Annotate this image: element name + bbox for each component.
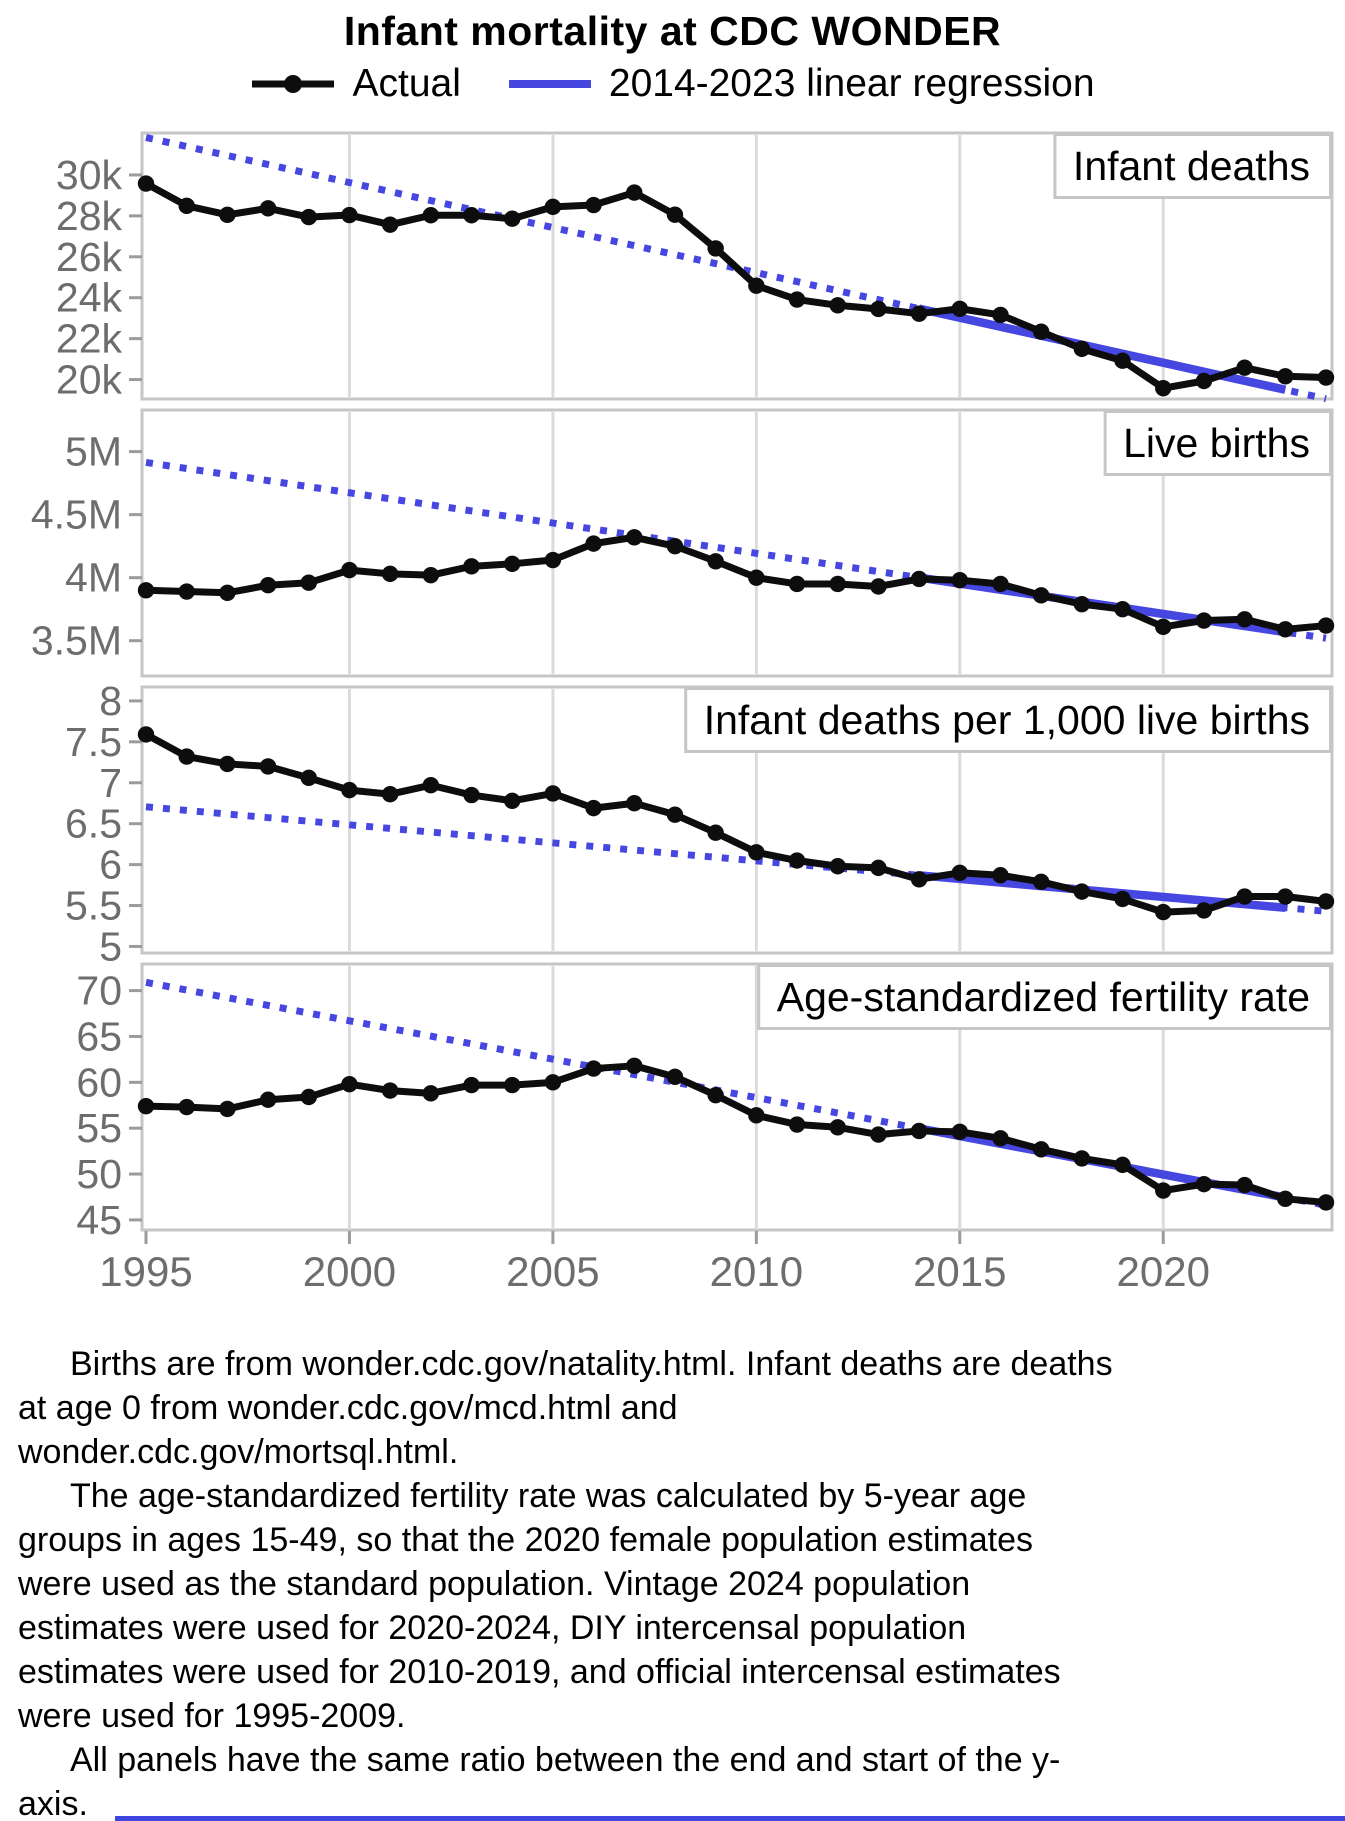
data-point: [138, 175, 154, 191]
y-tick-label: 20k: [55, 356, 122, 403]
data-point: [707, 553, 723, 569]
chart-legend: [0, 62, 1345, 106]
data-point: [911, 571, 927, 587]
data-point: [952, 865, 968, 881]
data-point: [178, 748, 194, 764]
chart-title: Infant mortality at CDC WONDER: [343, 8, 1002, 54]
data-point: [260, 200, 276, 216]
data-point: [260, 1092, 276, 1108]
data-point: [260, 577, 276, 593]
y-tick-label: 65: [76, 1013, 122, 1060]
data-point: [178, 1099, 194, 1115]
x-tick-label: 2010: [709, 1248, 804, 1295]
data-point: [1236, 611, 1252, 627]
data-point: [219, 756, 235, 772]
data-point: [301, 770, 317, 786]
y-tick-label: 5.5: [65, 882, 122, 929]
x-tick-label: 2015: [913, 1248, 1007, 1295]
data-point: [667, 806, 683, 822]
y-tick-label: 55: [76, 1105, 122, 1152]
data-point: [870, 1126, 886, 1142]
y-tick-label: 60: [76, 1059, 122, 1106]
y-tick-label: 6.5: [65, 800, 122, 847]
data-point: [219, 207, 235, 223]
data-point: [1033, 587, 1049, 603]
footnote-axis-ratio: All panels have the same ratio between the end and start of the y-axis.: [18, 1741, 1061, 1821]
actual-series-swatch: [250, 72, 336, 96]
data-point: [423, 1085, 439, 1101]
data-point: [463, 207, 479, 223]
data-point: [1277, 1191, 1293, 1207]
y-tick-label: 50: [76, 1151, 122, 1198]
y-tick-label: 4.5M: [30, 491, 122, 538]
data-point: [1277, 621, 1293, 637]
data-point: [1114, 891, 1130, 907]
data-point: [382, 786, 398, 802]
y-tick-label: 30k: [55, 151, 122, 198]
y-tick-label: 5: [99, 923, 122, 970]
data-point: [1318, 893, 1334, 909]
data-point: [585, 535, 601, 551]
data-point: [1236, 888, 1252, 904]
data-point: [1033, 1141, 1049, 1157]
data-point: [626, 1058, 642, 1074]
data-point: [911, 871, 927, 887]
data-point: [341, 1076, 357, 1092]
data-point: [992, 867, 1008, 883]
y-tick-label: 26k: [55, 233, 122, 280]
data-point: [1236, 1177, 1252, 1193]
data-point: [748, 569, 764, 585]
data-point: [1033, 323, 1049, 339]
y-tick-label: 4M: [65, 554, 122, 601]
data-point: [830, 1119, 846, 1135]
data-point: [952, 1124, 968, 1140]
data-point: [504, 211, 520, 227]
data-point: [585, 800, 601, 816]
data-point: [626, 529, 642, 545]
data-point: [260, 758, 276, 774]
data-point: [1155, 904, 1171, 920]
panel-title: Infant deaths: [1072, 143, 1310, 189]
data-point: [1074, 1150, 1090, 1166]
data-point: [1074, 596, 1090, 612]
data-point: [1196, 373, 1212, 389]
data-point: [504, 793, 520, 809]
x-tick-label: 2020: [1116, 1248, 1210, 1295]
data-point: [667, 206, 683, 222]
data-point: [463, 787, 479, 803]
data-point: [545, 199, 561, 215]
data-point: [1155, 380, 1171, 396]
data-point: [138, 1098, 154, 1114]
legend-item-regression: [507, 62, 1095, 106]
data-point: [301, 575, 317, 591]
y-tick-label: 7: [99, 759, 122, 806]
y-tick-label: 22k: [55, 315, 122, 362]
data-point: [1074, 341, 1090, 357]
data-point: [545, 552, 561, 568]
data-point: [178, 583, 194, 599]
data-point: [830, 576, 846, 592]
data-point: [341, 782, 357, 798]
data-point: [1318, 1194, 1334, 1210]
data-point: [1318, 369, 1334, 385]
data-point: [382, 1082, 398, 1098]
data-point: [1196, 1176, 1212, 1192]
data-point: [667, 538, 683, 554]
data-point: [382, 216, 398, 232]
data-point: [626, 184, 642, 200]
data-point: [463, 558, 479, 574]
y-tick-label: 70: [76, 967, 122, 1014]
footnotes: [18, 1342, 1113, 1821]
chart-panels: [0, 110, 1345, 1320]
data-point: [992, 576, 1008, 592]
x-tick-label: 1995: [99, 1248, 193, 1295]
footnote-method: The age-standardized fertility rate was calculated by 5-year age groups in ages 15-49, so that the 2020 female population estimates were used as the standard population. Vintage 2024 population estimates were used for 2020-2024, DIY intercensal population estimates were used for 2010-2019, and official intercensal estimates were used for 1995-2009.: [18, 1477, 1061, 1735]
data-point: [789, 291, 805, 307]
panel-title: Age-standardized fertility rate: [776, 974, 1310, 1020]
data-point: [585, 197, 601, 213]
data-point: [423, 567, 439, 583]
data-point: [545, 1074, 561, 1090]
panel-title: Infant deaths per 1,000 live births: [703, 697, 1310, 743]
y-tick-label: 45: [76, 1196, 122, 1243]
data-point: [870, 860, 886, 876]
data-point: [1155, 1182, 1171, 1198]
data-point: [1277, 888, 1293, 904]
panel-infant-deaths: [56, 133, 1334, 403]
data-point: [992, 1130, 1008, 1146]
data-point: [341, 207, 357, 223]
data-point: [504, 556, 520, 572]
panel-infant-mortality-rate: [65, 678, 1334, 970]
data-point: [1196, 612, 1212, 628]
y-tick-label: 5M: [65, 428, 122, 475]
data-point: [789, 1116, 805, 1132]
panel-fertility-rate: [76, 964, 1334, 1243]
data-point: [789, 576, 805, 592]
y-tick-label: 8: [99, 677, 122, 724]
data-point: [178, 198, 194, 214]
y-tick-label: 28k: [55, 192, 122, 239]
regression-series-swatch: [507, 72, 593, 96]
data-point: [301, 1089, 317, 1105]
data-point: [911, 305, 927, 321]
panel-title: Live births: [1123, 420, 1310, 466]
legend-regression-label: 2014-2023 linear regression: [608, 62, 1095, 105]
data-point: [870, 578, 886, 594]
data-point: [952, 301, 968, 317]
y-tick-label: 24k: [55, 274, 122, 321]
data-point: [1236, 359, 1252, 375]
data-point: [1074, 883, 1090, 899]
data-point: [626, 795, 642, 811]
data-point: [952, 572, 968, 588]
y-tick-label: 3.5M: [30, 617, 122, 664]
data-point: [1114, 601, 1130, 617]
data-point: [1114, 1157, 1130, 1173]
data-point: [1318, 617, 1334, 633]
data-point: [667, 1069, 683, 1085]
data-point: [830, 858, 846, 874]
data-point: [219, 585, 235, 601]
data-point: [1114, 353, 1130, 369]
footnote-sources: Births are from wonder.cdc.gov/natality.html. Infant deaths are deaths at age 0 from wonder.cdc.gov/mcd.html and wonder.cdc.gov/mortsql.html.: [18, 1345, 1113, 1471]
data-point: [992, 307, 1008, 323]
bottom-blue-bar: [115, 1816, 1345, 1821]
data-point: [789, 852, 805, 868]
y-tick-label: 7.5: [65, 718, 122, 765]
data-point: [1033, 874, 1049, 890]
data-point: [545, 785, 561, 801]
data-point: [423, 777, 439, 793]
data-point: [911, 1123, 927, 1139]
data-point: [830, 297, 846, 313]
data-point: [748, 1107, 764, 1123]
data-point: [748, 844, 764, 860]
data-point: [382, 566, 398, 582]
x-tick-label: 2005: [506, 1248, 600, 1295]
data-point: [138, 726, 154, 742]
x-axis: [99, 1231, 1210, 1295]
data-point: [138, 582, 154, 598]
data-point: [707, 1087, 723, 1103]
legend-item-actual: [250, 62, 460, 106]
data-point: [707, 240, 723, 256]
data-point: [219, 1101, 235, 1117]
data-point: [341, 562, 357, 578]
panel-live-births: [31, 410, 1334, 676]
data-point: [1196, 902, 1212, 918]
data-point: [707, 824, 723, 840]
legend-actual-label: Actual: [352, 62, 461, 105]
x-tick-label: 2000: [302, 1248, 397, 1295]
y-tick-label: 6: [99, 841, 122, 888]
data-point: [748, 277, 764, 293]
data-point: [301, 209, 317, 225]
data-point: [1155, 619, 1171, 635]
data-point: [504, 1077, 520, 1093]
data-point: [463, 1077, 479, 1093]
data-point: [423, 207, 439, 223]
data-point: [585, 1060, 601, 1076]
data-point: [870, 301, 886, 317]
data-point: [1277, 368, 1293, 384]
